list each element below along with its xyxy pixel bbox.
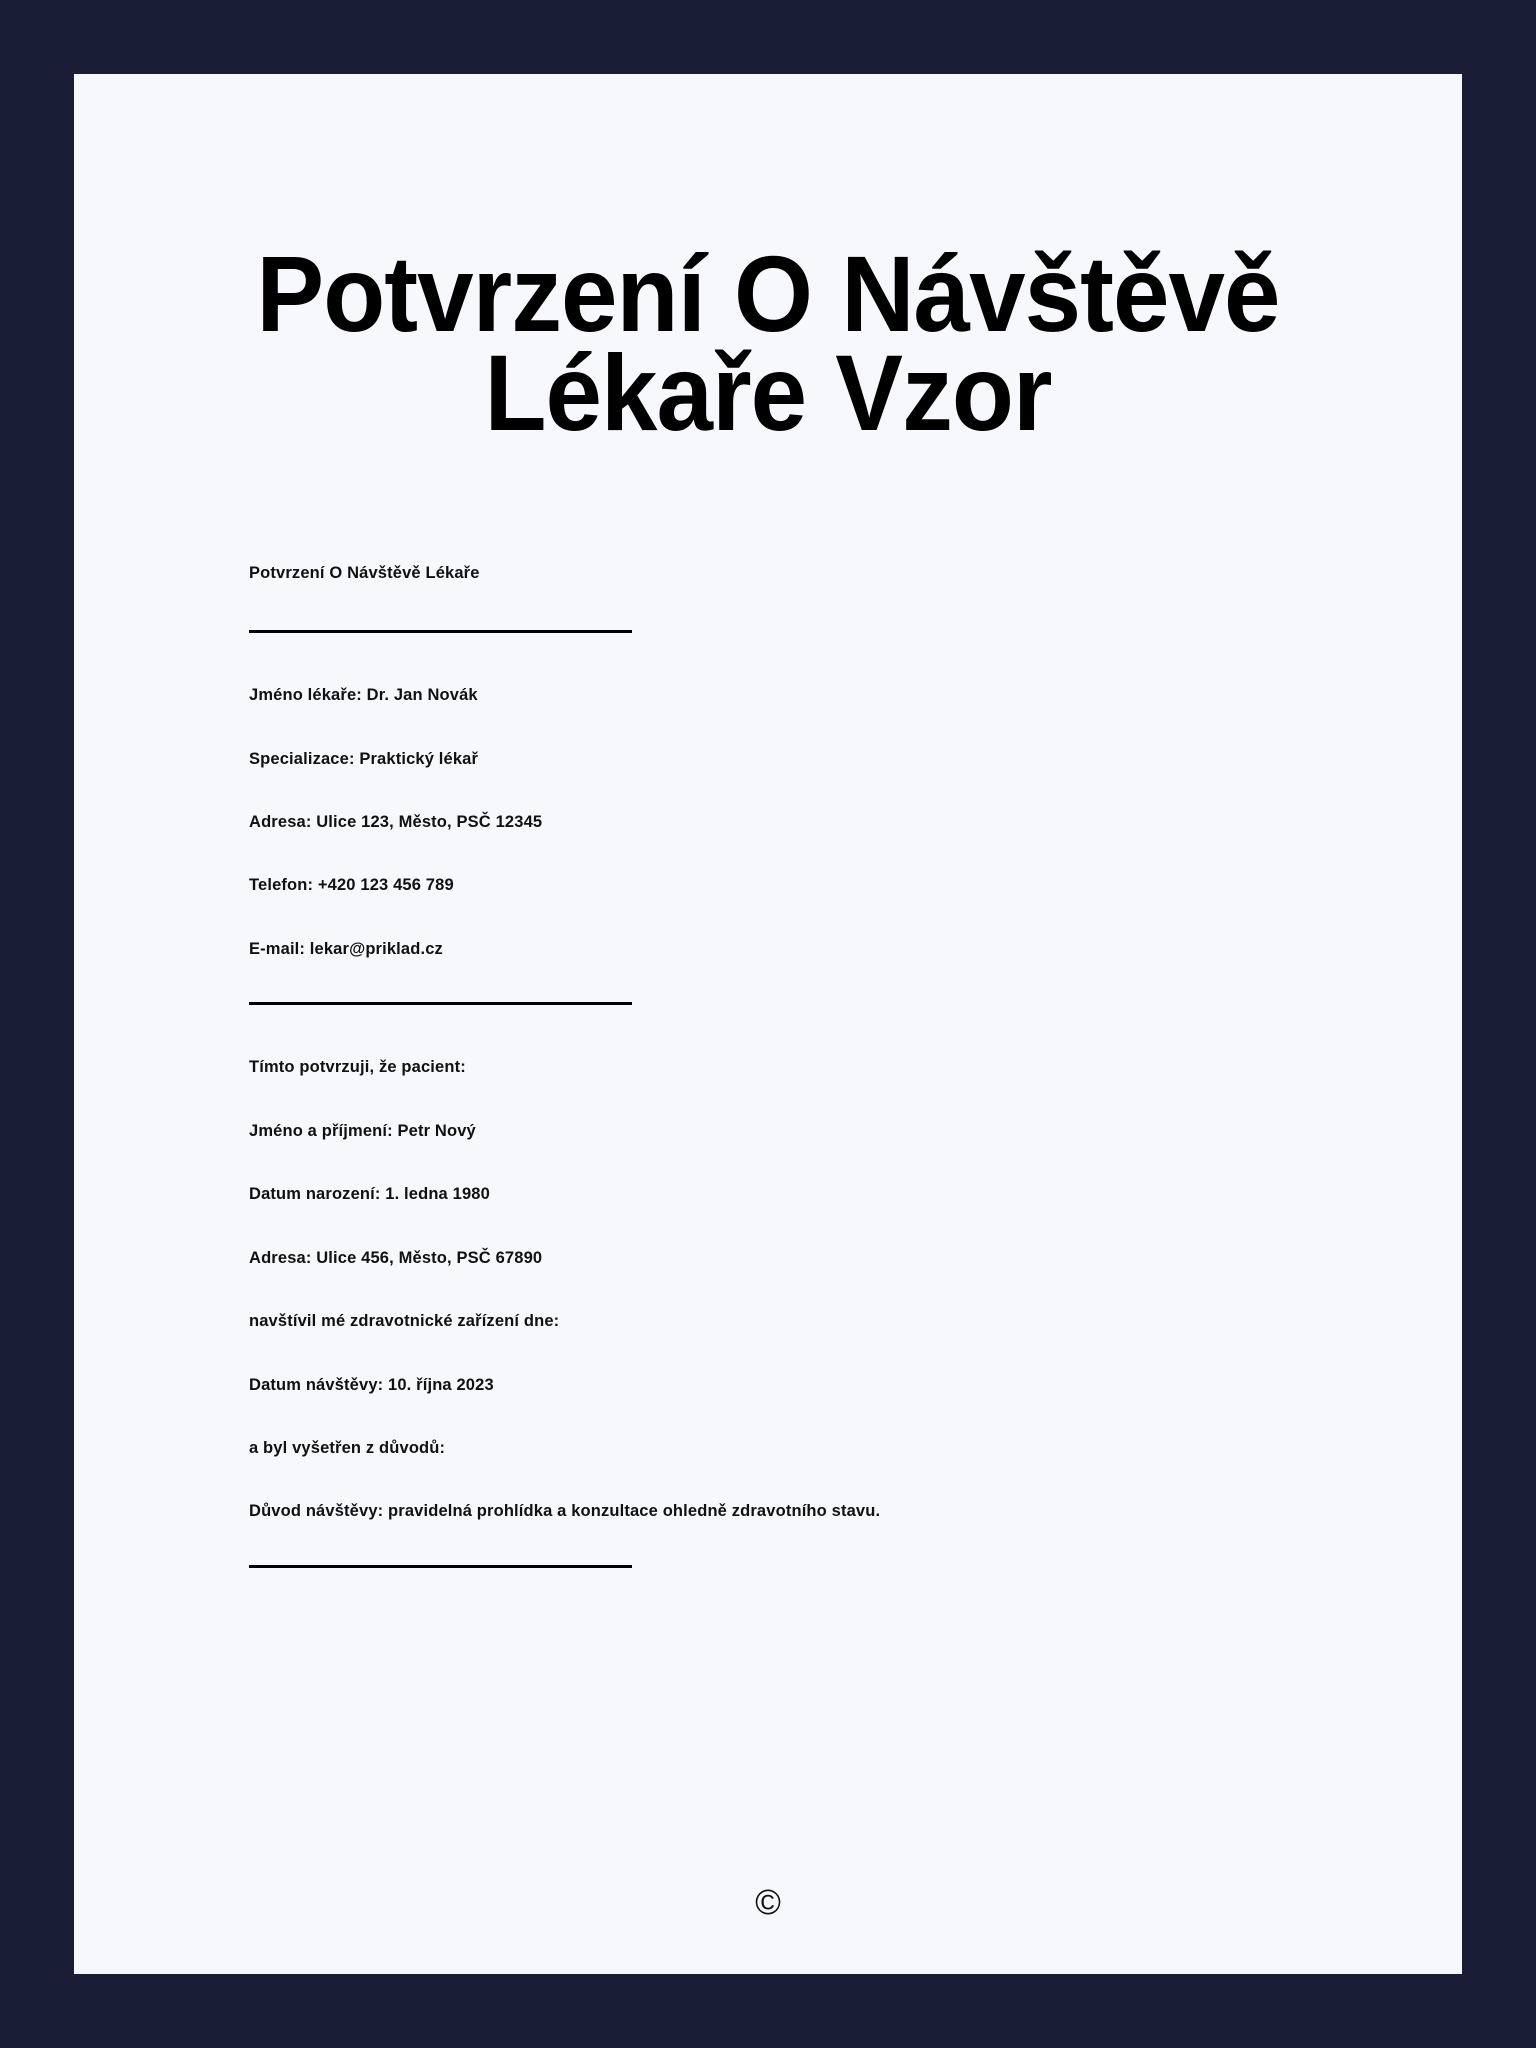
visit-facility-line: navštívil mé zdravotnické zařízení dne:	[249, 1312, 560, 1331]
page-title: Potvrzení O Návštěvě Lékaře Vzor	[256, 233, 1280, 454]
visit-examined-line: a byl vyšetřen z důvodů:	[249, 1438, 446, 1457]
doctor-address-line: Adresa: Ulice 123, Město, PSČ 12345	[249, 813, 543, 832]
visit-reason-line: Důvod návštěvy: pravidelná prohlídka a konzultace ohledně zdravotního stavu.	[249, 1502, 881, 1521]
document-heading: Potvrzení O Návštěvě Lékaře	[249, 563, 480, 582]
doctor-email-line: E-mail: lekar@priklad.cz	[249, 939, 443, 958]
document-body	[74, 443, 1462, 1568]
doctor-specialization-line: Specializace: Praktický lékař	[249, 749, 479, 768]
divider-rule-middle	[249, 1002, 632, 1005]
doctor-name-line: Jméno lékaře: Dr. Jan Novák	[249, 686, 478, 705]
visit-date-line: Datum návštěvy: 10. října 2023	[249, 1375, 494, 1394]
patient-name-line: Jméno a příjmení: Petr Nový	[249, 1121, 476, 1140]
divider-rule-top	[249, 630, 632, 633]
patient-birth-date-line: Datum narození: 1. ledna 1980	[249, 1185, 490, 1204]
divider-rule-bottom	[249, 1565, 632, 1568]
doctor-phone-line: Telefon: +420 123 456 789	[249, 876, 454, 895]
patient-intro-line: Tímto potvrzuji, že pacient:	[249, 1058, 466, 1077]
document-page	[74, 74, 1462, 1974]
patient-address-line: Adresa: Ulice 456, Město, PSČ 67890	[249, 1248, 543, 1267]
copyright-icon: ©	[755, 1883, 781, 1922]
